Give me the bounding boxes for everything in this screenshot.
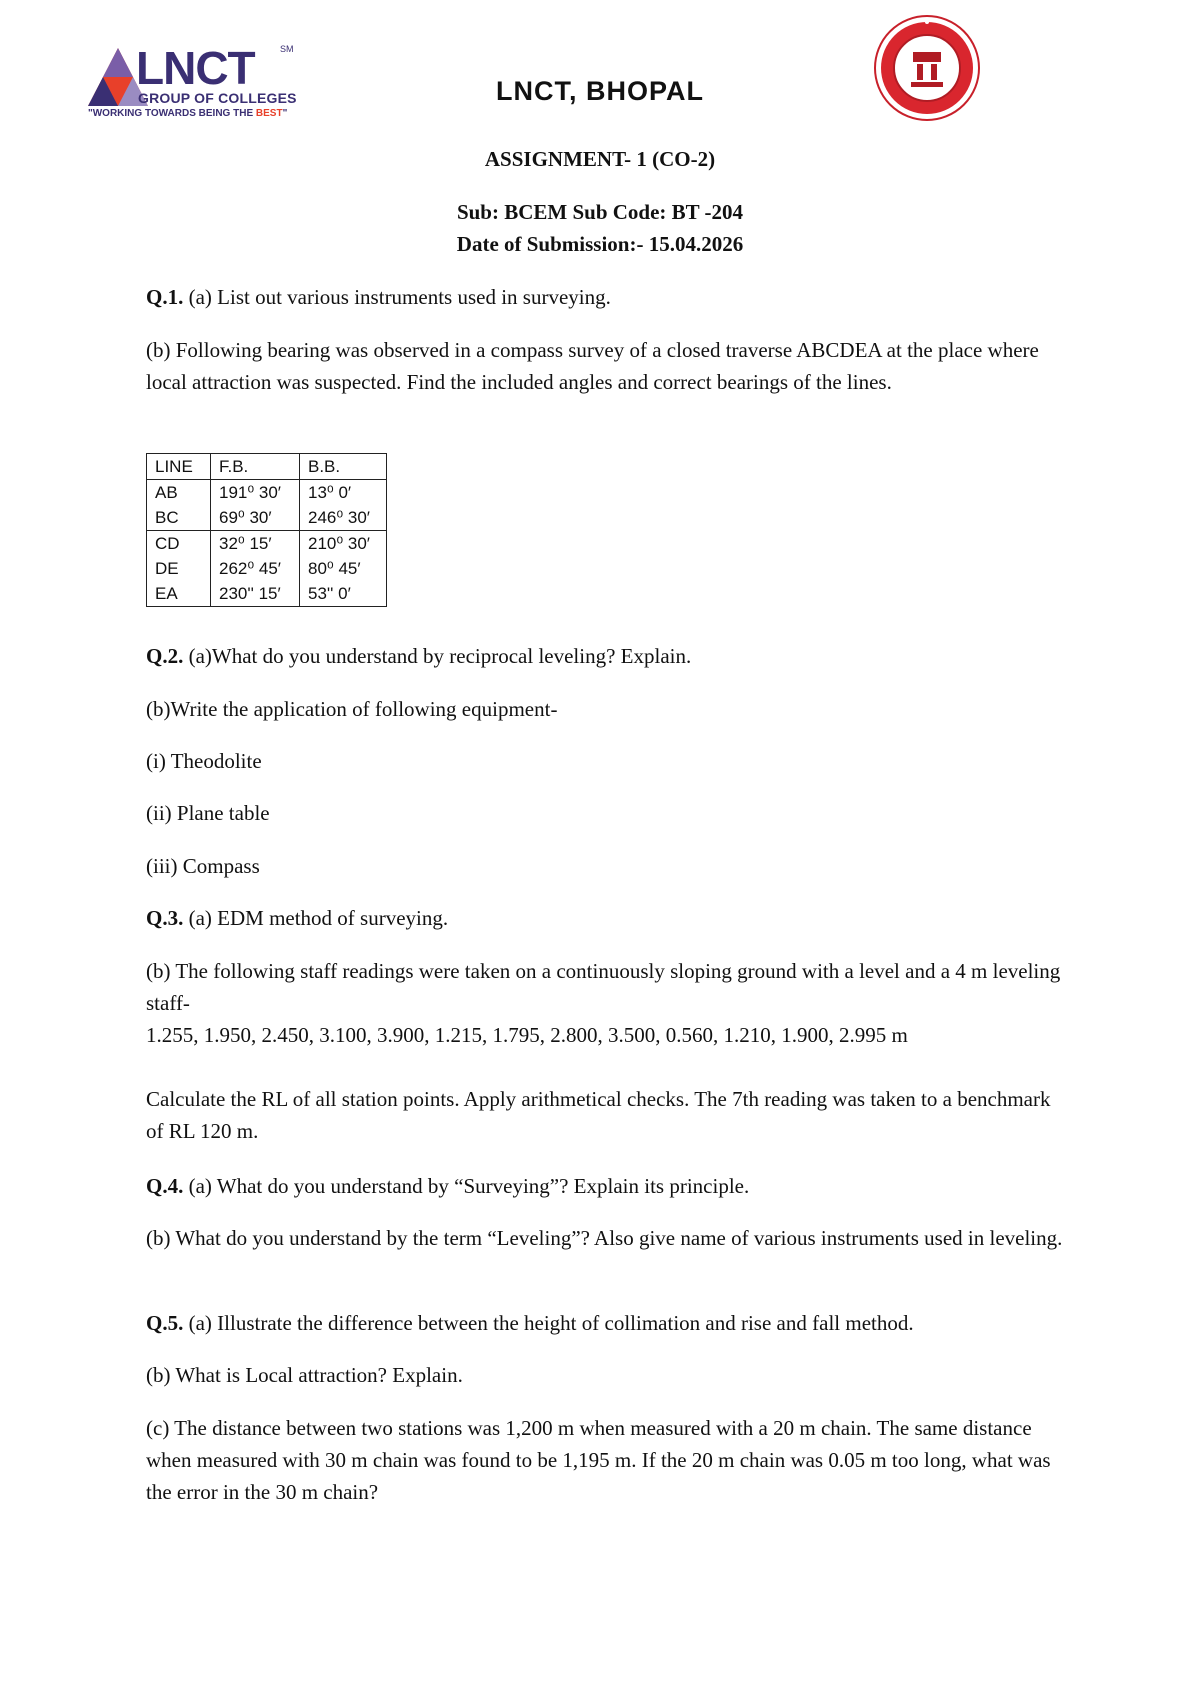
q1-part-b: (b) Following bearing was observed in a compass survey of a closed traverse ABCDEA at the place where local attraction was suspected. Find the included angles and correct bearings of the lines. [146, 338, 1039, 394]
q2-item-theodolite: (i) Theodolite [146, 749, 262, 773]
q4-part-a: Q.4. (a) What do you understand by “Surveying”? Explain its principle. [146, 1174, 750, 1198]
table-cell: 262⁰ 45′ [211, 556, 300, 581]
table-cell: 230'' 15′ [211, 581, 300, 607]
logo-tagline: "WORKING TOWARDS BEING THE BEST" [88, 108, 288, 119]
table-cell: AB [147, 480, 211, 506]
q3-part-b: (b) The following staff readings were taken on a continuously sloping ground with a level and a 4 m leveling staff- [146, 959, 1061, 1015]
table-header: F.B. [211, 454, 300, 480]
q4-part-b: (b) What do you understand by the term “Leveling”? Also give name of various instruments used in leveling. [146, 1226, 1063, 1250]
table-row [147, 581, 387, 607]
q3-readings: 1.255, 1.950, 2.450, 3.100, 3.900, 1.215, 1.795, 2.800, 3.500, 0.560, 1.210, 1.900, 2.995 m [146, 1023, 908, 1047]
q5-part-a: Q.5. (a) Illustrate the difference between the height of collimation and rise and fall method. [146, 1311, 914, 1335]
logo-sm-mark: SM [280, 44, 294, 54]
table-header: B.B. [300, 454, 387, 480]
table-cell: 246⁰ 30′ [300, 505, 387, 531]
college-seal-icon [873, 14, 981, 122]
q5-part-b: (b) What is Local attraction? Explain. [146, 1363, 463, 1387]
subject-line: Sub: BCEM Sub Code: BT -204 [456, 200, 744, 224]
q2-item-compass: (iii) Compass [146, 854, 260, 878]
logo-brand: LNCT [136, 42, 255, 94]
q2-part-b: (b)Write the application of following equipment- [146, 697, 558, 721]
q2-part-a: Q.2. (a)What do you understand by reciprocal leveling? Explain. [146, 644, 692, 668]
table-row [147, 556, 387, 581]
table-cell: 210⁰ 30′ [300, 531, 387, 557]
table-row [147, 505, 387, 531]
table-cell: 69⁰ 30′ [211, 505, 300, 531]
q3-instructions: Calculate the RL of all station points. Apply arithmetical checks. The 7th reading was taken to a benchmark of RL 120 m. [146, 1087, 1051, 1143]
q3-part-a: Q.3. (a) EDM method of surveying. [146, 906, 449, 930]
bearing-table [146, 453, 387, 607]
table-cell: 32⁰ 15′ [211, 531, 300, 557]
table-row [147, 480, 387, 506]
table-cell: CD [147, 531, 211, 557]
q1-part-a: Q.1. (a) List out various instruments used in surveying. [146, 285, 611, 309]
table-cell: 80⁰ 45′ [300, 556, 387, 581]
logo-group-text: GROUP OF COLLEGES [138, 90, 297, 106]
page-title: LNCT, BHOPAL [496, 76, 704, 106]
q5-part-c: (c) The distance between two stations was 1,200 m when measured with a 20 m chain. The same distance when measured with 30 m chain was found to be 1,195 m. If the 20 m chain was 0.05 m too long, what was the error in the 30 m chain? [146, 1416, 1051, 1504]
table-cell: DE [147, 556, 211, 581]
table-cell: 13⁰ 0′ [300, 480, 387, 506]
table-cell: 53'' 0′ [300, 581, 387, 607]
table-cell: EA [147, 581, 211, 607]
table-row [147, 531, 387, 557]
table-header: LINE [147, 454, 211, 480]
table-cell: 191⁰ 30′ [211, 480, 300, 506]
table-cell: BC [147, 505, 211, 531]
q2-item-plane-table: (ii) Plane table [146, 801, 270, 825]
submission-date: Date of Submission:- 15.04.2026 [456, 232, 744, 256]
assignment-heading: ASSIGNMENT- 1 (CO-2) [484, 147, 716, 171]
